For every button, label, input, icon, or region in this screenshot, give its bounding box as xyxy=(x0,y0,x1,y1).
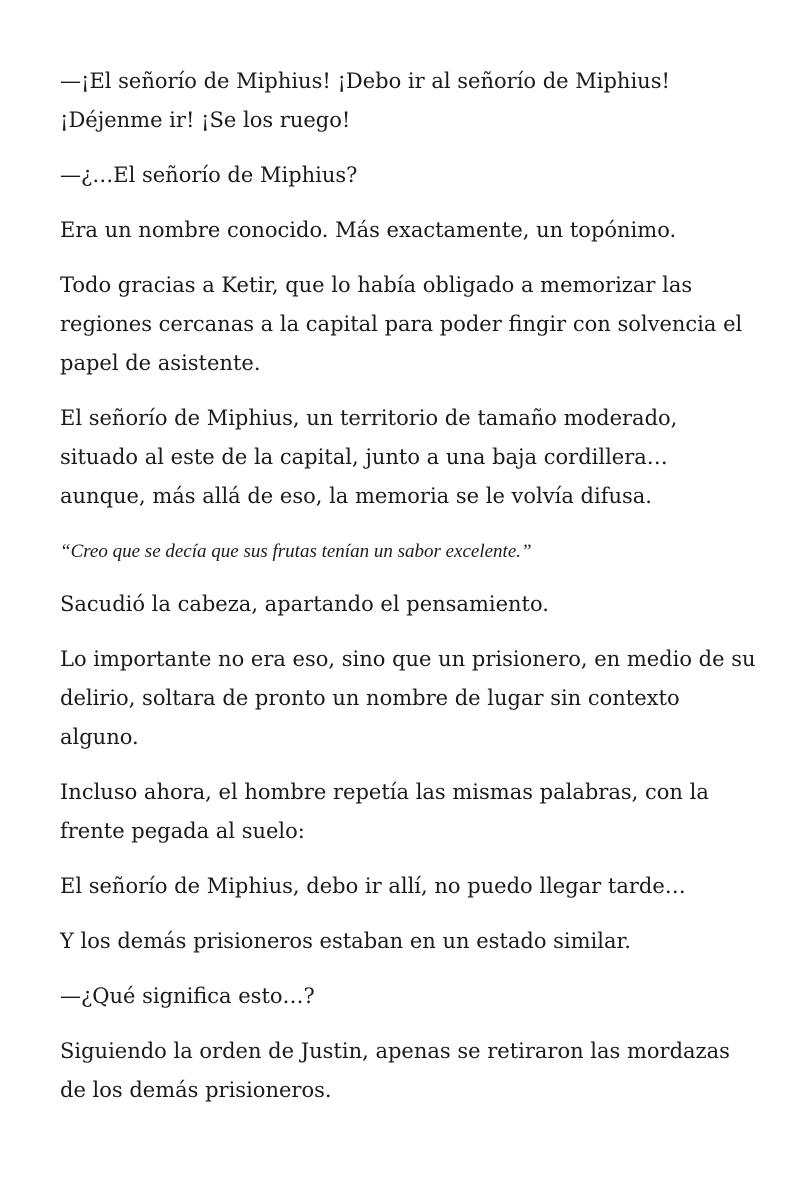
paragraph: Y los demás prisioneros estaban en un estado similar. xyxy=(60,929,631,953)
paragraph: El señorío de Miphius, un territorio de tamaño moderado, situado al este de la capital, junto a una baja cordillera… aunque, más allá de eso, la memoria se le volvía difusa. xyxy=(60,406,678,508)
paragraph: —¿Qué significa esto…? xyxy=(60,984,315,1008)
reading-page xyxy=(60,62,760,1126)
paragraph: Todo gracias a Ketir, que lo había obligado a memorizar las regiones cercanas a la capital para poder fingir con solvencia el papel de asistente. xyxy=(60,273,743,375)
paragraph: Siguiendo la orden de Justin, apenas se retiraron las mordazas de los demás prisioneros. xyxy=(60,1039,730,1102)
paragraph: Sacudió la cabeza, apartando el pensamiento. xyxy=(60,592,549,616)
paragraph: —¡El señorío de Miphius! ¡Debo ir al señorío de Miphius! ¡Déjenme ir! ¡Se los ruego! xyxy=(60,69,670,132)
paragraph: —¿…El señorío de Miphius? xyxy=(60,163,358,187)
paragraph: Era un nombre conocido. Más exactamente, un topónimo. xyxy=(60,218,677,242)
paragraph: Lo importante no era eso, sino que un prisionero, en medio de su delirio, soltara de pronto un nombre de lugar sin contexto alguno. xyxy=(60,647,756,749)
paragraph: El señorío de Miphius, debo ir allí, no puedo llegar tarde… xyxy=(60,874,686,898)
paragraph: Incluso ahora, el hombre repetía las mismas palabras, con la frente pegada al suelo: xyxy=(60,780,709,843)
inner-thought-paragraph: “Creo que se decía que sus frutas tenían un sabor excelente.” xyxy=(60,541,532,562)
